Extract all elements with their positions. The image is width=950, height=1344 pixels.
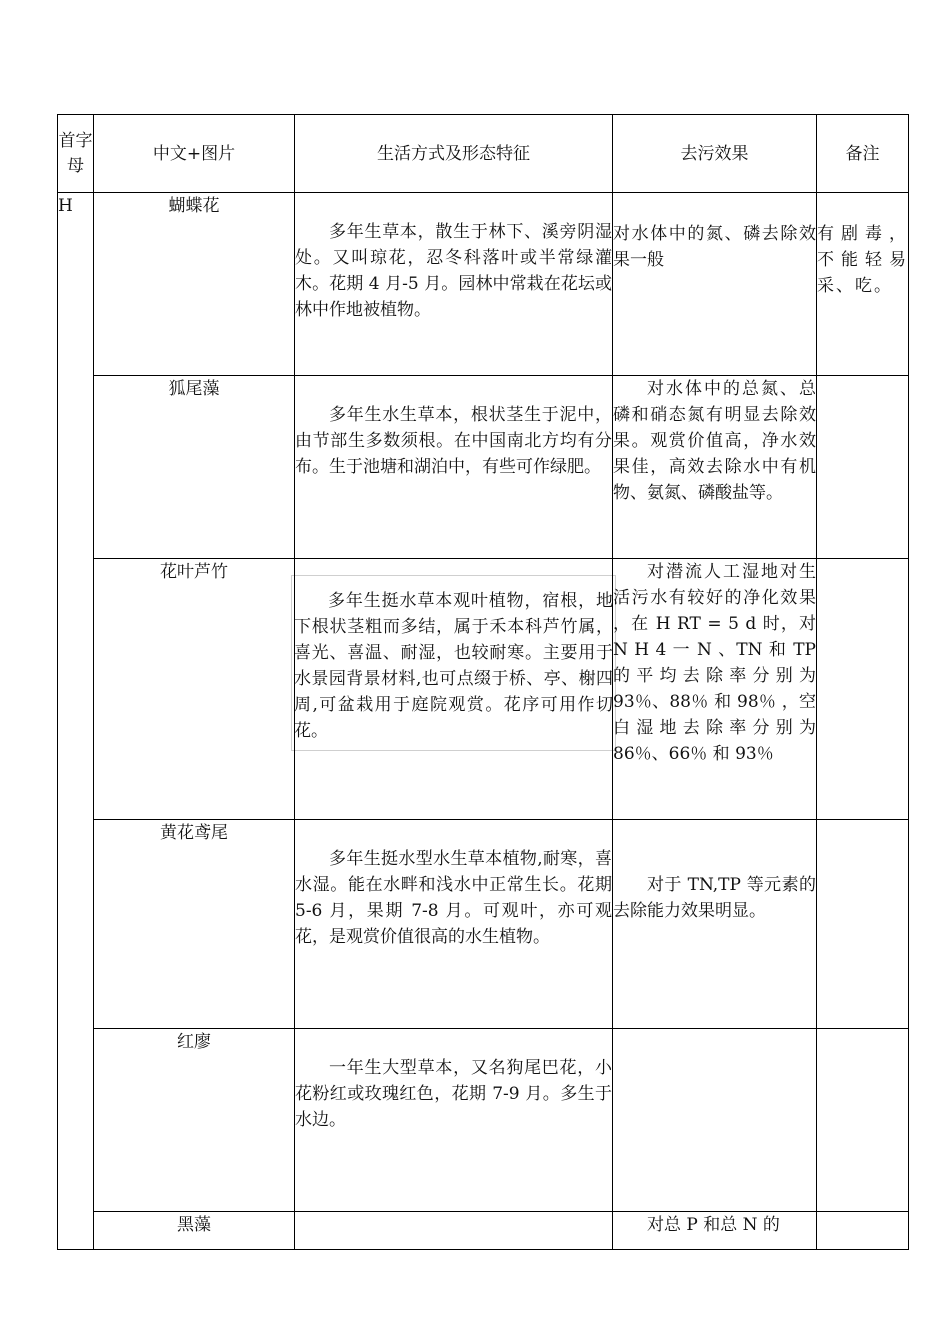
effect-text: 对于 TN,TP 等元素的去除能力效果明显。 xyxy=(613,875,816,921)
features-text: 一年生大型草本，又名狗尾巴花，小花粉红或玫瑰红色，花期 7-9 月。多生于水边。 xyxy=(295,1058,612,1130)
plant-features xyxy=(295,1212,613,1250)
plant-note xyxy=(817,1212,909,1250)
plant-effect xyxy=(613,559,817,820)
features-box xyxy=(291,575,616,751)
table-row xyxy=(58,559,909,820)
features-text: 多年生挺水型水生草本植物,耐寒，喜水湿。能在水畔和浅水中正常生长。花期 5-6 月，果期 7-8 月。可观叶，亦可观花，是观赏价值很高的水生植物。 xyxy=(295,849,612,947)
effect-text: 对总 P 和总 N 的 xyxy=(647,1215,780,1235)
effect-text: 对水体中的总氮、总磷和硝态氮有明显去除效果。观赏价值高，净水效果佳，高效去除水中有机物、氨氮、磷酸盐等。 xyxy=(613,379,816,503)
features-text: 多年生草本，散生于林下、溪旁阴湿处。又叫琼花，忍冬科落叶或半常绿灌木。花期 4 月-5 月。园林中常栽在花坛或林中作地被植物。 xyxy=(295,222,612,320)
table-row xyxy=(58,376,909,559)
plant-effect xyxy=(613,376,817,559)
effect-text: 对潜流人工湿地对生活污水有较好的净化效果 ，在 H RT = 5 d 时，对 N H 4 一 N 、TN 和 TP 的平均去除率分别为 93％、88％ 和 98％ ，空 白湿地去除率分别为 86％、66％ 和 93％ xyxy=(613,562,816,764)
plant-effect: 对水体中的氮、磷去除效果一般 xyxy=(613,193,817,376)
header-features: 生活方式及形态特征 xyxy=(295,115,613,193)
header-effect: 去污效果 xyxy=(613,115,817,193)
features-text: 多年生水生草本，根状茎生于泥中，由节部生多数须根。在中国南北方均有分布。生于池塘和湖泊中，有些可作绿肥。 xyxy=(295,405,612,477)
plant-name: 红廖 xyxy=(94,1029,295,1212)
plant-note: 有剧毒，不能轻易采、吃。 xyxy=(817,193,909,376)
header-row xyxy=(58,115,909,193)
features-text: 多年生挺水草本观叶植物，宿根，地下根状茎粗而多结，属于禾本科芦竹属， 喜光、喜温、耐湿，也较耐寒。主要用于水景园背景材料,也可点缀于桥、亭、榭四周,可盆栽用于庭院观赏。花序可用作切花。 xyxy=(294,591,613,741)
header-note: 备注 xyxy=(817,115,909,193)
plant-features xyxy=(295,376,613,559)
plant-note xyxy=(817,820,909,1029)
header-name: 中文+图片 xyxy=(94,115,295,193)
table-row xyxy=(58,193,909,376)
group-letter: H xyxy=(58,193,94,1250)
plant-name: 狐尾藻 xyxy=(94,376,295,559)
plant-table xyxy=(57,114,909,1250)
plant-effect xyxy=(613,1212,817,1250)
plant-effect xyxy=(613,1029,817,1212)
plant-name: 黄花鸢尾 xyxy=(94,820,295,1029)
plant-name: 花叶芦竹 xyxy=(94,559,295,820)
plant-name: 蝴蝶花 xyxy=(94,193,295,376)
plant-note xyxy=(817,376,909,559)
plant-features xyxy=(295,1029,613,1212)
table-row xyxy=(58,1029,909,1212)
plant-features xyxy=(295,559,613,820)
table-row xyxy=(58,1212,909,1250)
header-letter: 首字母 xyxy=(58,115,94,193)
plant-name: 黑藻 xyxy=(94,1212,295,1250)
plant-features xyxy=(295,820,613,1029)
plant-note xyxy=(817,559,909,820)
plant-note xyxy=(817,1029,909,1212)
plant-effect xyxy=(613,820,817,1029)
table-row xyxy=(58,820,909,1029)
plant-features xyxy=(295,193,613,376)
